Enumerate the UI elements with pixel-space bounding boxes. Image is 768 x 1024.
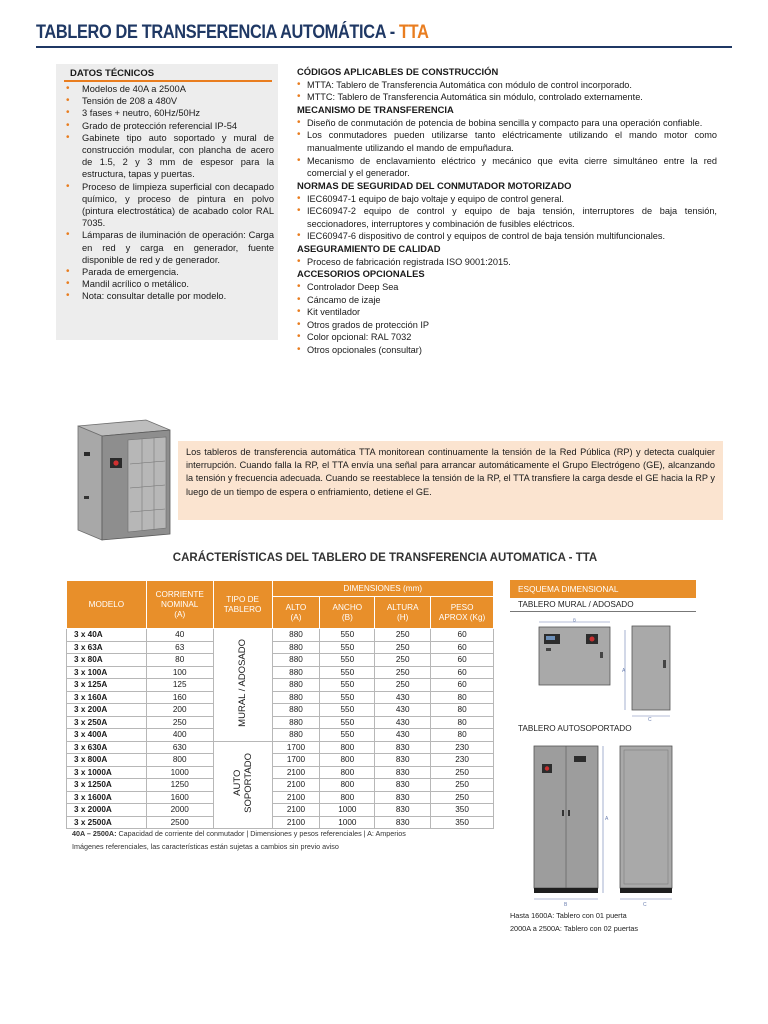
quality-list bbox=[297, 256, 717, 269]
cell-altura: 250 bbox=[375, 629, 431, 642]
table-row bbox=[67, 804, 494, 817]
cell-alto: 1700 bbox=[272, 741, 320, 754]
list-item: • Mandil acrílico o metálico. bbox=[66, 278, 274, 290]
table-row bbox=[67, 641, 494, 654]
dimension-label-c: C bbox=[648, 717, 652, 722]
cell-peso: 250 bbox=[431, 779, 494, 792]
cell-ancho: 800 bbox=[320, 791, 375, 804]
cell-current: 63 bbox=[146, 641, 213, 654]
cell-peso: 60 bbox=[431, 666, 494, 679]
codes-list bbox=[297, 79, 717, 104]
cell-alto: 2100 bbox=[272, 779, 320, 792]
list-item: • Los conmutadores pueden utilizarse tanto eléctricamente utilizando el mando motor como manualmente utilizando el mando de empuñadura. bbox=[297, 129, 717, 154]
cell-altura: 250 bbox=[375, 654, 431, 667]
list-item: • Kit ventilador bbox=[297, 306, 717, 319]
section-heading-quality: ASEGURAMIENTO DE CALIDAD bbox=[297, 242, 441, 254]
cell-alto: 880 bbox=[272, 729, 320, 742]
spec-table-body bbox=[67, 629, 494, 829]
list-item: • Lámparas de iluminación de operación: Carga en red y carga en generador, fuente disponible de red y de generador. bbox=[66, 229, 274, 266]
header-alto: ALTO (A) bbox=[272, 597, 320, 629]
dimension-label-b: B bbox=[564, 902, 568, 908]
cell-peso: 230 bbox=[431, 754, 494, 767]
schema-sub-autosoportado: TABLERO AUTOSOPORTADO bbox=[518, 724, 632, 733]
list-item: • IEC60947-6 dispositivo de control y equipos de control de baja tensión multifuncionales. bbox=[297, 230, 717, 243]
cell-peso: 80 bbox=[431, 704, 494, 717]
cell-current: 1600 bbox=[146, 791, 213, 804]
list-item: • Proceso de limpieza superficial con decapado químico, y proceso de pintura en polvo (pintura electrostática) de acabado color RAL 7035. bbox=[66, 181, 274, 230]
cell-alto: 880 bbox=[272, 654, 320, 667]
list-item: • Proceso de fabricación registrada ISO 9001:2015. bbox=[297, 256, 717, 269]
table-row bbox=[67, 816, 494, 829]
cell-alto: 2100 bbox=[272, 804, 320, 817]
cell-model: 3 x 250A bbox=[67, 716, 147, 729]
spec-table bbox=[66, 580, 494, 829]
table-row bbox=[67, 729, 494, 742]
cell-current: 2500 bbox=[146, 816, 213, 829]
accessories-list bbox=[297, 281, 717, 357]
technical-data-heading: DATOS TÉCNICOS bbox=[70, 68, 155, 79]
cell-altura: 250 bbox=[375, 666, 431, 679]
cell-current: 630 bbox=[146, 741, 213, 754]
cell-model: 3 x 80A bbox=[67, 654, 147, 667]
page-title bbox=[36, 22, 429, 44]
cell-ancho: 800 bbox=[320, 741, 375, 754]
list-item: • IEC60947-1 equipo de bajo voltaje y equipo de control general. bbox=[297, 193, 717, 206]
list-item: • Mecanismo de enclavamiento eléctrico y mecánico que evita cierre simultáneo entre la red comercial y el generador. bbox=[297, 155, 717, 180]
cell-current: 80 bbox=[146, 654, 213, 667]
cell-current: 400 bbox=[146, 729, 213, 742]
cell-model: 3 x 40A bbox=[67, 629, 147, 642]
list-item: • IEC60947-2 equipo de control y equipo de baja tensión, interruptores de baja tensión, seccionadores, interruptores y combinación de fusibles eléctricos. bbox=[297, 205, 717, 230]
table-row bbox=[67, 691, 494, 704]
cell-altura: 830 bbox=[375, 791, 431, 804]
cell-current: 160 bbox=[146, 691, 213, 704]
header-current: CORRIENTE NOMINAL (A) bbox=[146, 581, 213, 629]
cell-altura: 430 bbox=[375, 716, 431, 729]
table-row bbox=[67, 704, 494, 717]
cell-ancho: 550 bbox=[320, 641, 375, 654]
type-mural-label: MURAL / ADOSADO bbox=[237, 639, 249, 728]
list-item: • Parada de emergencia. bbox=[66, 266, 274, 278]
cell-altura: 430 bbox=[375, 691, 431, 704]
list-item: • Color opcional: RAL 7032 bbox=[297, 331, 717, 344]
cell-ancho: 1000 bbox=[320, 804, 375, 817]
cell-current: 125 bbox=[146, 679, 213, 692]
list-item: • Tensión de 208 a 480V bbox=[66, 95, 274, 107]
mural-front-view bbox=[536, 618, 616, 688]
title-divider bbox=[36, 46, 732, 48]
cell-peso: 350 bbox=[431, 804, 494, 817]
list-item: • Grado de protección referencial IP-54 bbox=[66, 120, 274, 132]
list-item: • Controlador Deep Sea bbox=[297, 281, 717, 294]
list-item: • MTTA: Tablero de Transferencia Automática con módulo de control incorporado. bbox=[297, 79, 717, 92]
table-note: 40A – 2500A: Capacidad de corriente del conmutador | Dimensiones y pesos referenciales | A: Amperios bbox=[72, 829, 406, 838]
cell-peso: 80 bbox=[431, 716, 494, 729]
cell-altura: 830 bbox=[375, 779, 431, 792]
cell-alto: 880 bbox=[272, 641, 320, 654]
cell-peso: 60 bbox=[431, 641, 494, 654]
dimension-label-b: B bbox=[573, 618, 577, 623]
cell-altura: 250 bbox=[375, 679, 431, 692]
table-row bbox=[67, 679, 494, 692]
header-type: TIPO DE TABLERO bbox=[213, 581, 272, 629]
section-heading-safety: NORMAS DE SEGURIDAD DEL CONMUTADOR MOTORIZADO bbox=[297, 179, 572, 191]
cell-current: 1000 bbox=[146, 766, 213, 779]
type-auto-cell bbox=[213, 741, 272, 829]
cell-alto: 880 bbox=[272, 679, 320, 692]
cell-model: 3 x 2000A bbox=[67, 804, 147, 817]
cell-alto: 880 bbox=[272, 704, 320, 717]
section-heading-mechanism: MECANISMO DE TRANSFERENCIA bbox=[297, 103, 454, 115]
cell-peso: 350 bbox=[431, 816, 494, 829]
cell-altura: 430 bbox=[375, 729, 431, 742]
table-row bbox=[67, 766, 494, 779]
header-model: MODELO bbox=[67, 581, 147, 629]
cell-ancho: 550 bbox=[320, 716, 375, 729]
cell-altura: 830 bbox=[375, 766, 431, 779]
cell-ancho: 550 bbox=[320, 729, 375, 742]
cell-altura: 830 bbox=[375, 804, 431, 817]
type-mural-cell bbox=[213, 629, 272, 742]
header-ancho: ANCHO (B) bbox=[320, 597, 375, 629]
cell-model: 3 x 100A bbox=[67, 666, 147, 679]
cell-ancho: 550 bbox=[320, 679, 375, 692]
cell-ancho: 550 bbox=[320, 704, 375, 717]
footnote-double-door: 2000A a 2500A: Tablero con 02 puertas bbox=[510, 924, 639, 933]
technical-data-divider bbox=[64, 80, 272, 82]
cell-alto: 2100 bbox=[272, 791, 320, 804]
header-dimensions: DIMENSIONES (mm) bbox=[272, 581, 493, 597]
type-auto-label: AUTO SOPORTADO bbox=[231, 753, 254, 814]
list-item: • Otros opcionales (consultar) bbox=[297, 344, 717, 357]
table-row bbox=[67, 791, 494, 804]
cell-alto: 880 bbox=[272, 666, 320, 679]
list-item: • Diseño de conmutación de potencia de bobina sencilla y compacto para una operación confiable. bbox=[297, 117, 717, 130]
cell-current: 200 bbox=[146, 704, 213, 717]
cell-ancho: 550 bbox=[320, 691, 375, 704]
cell-alto: 880 bbox=[272, 716, 320, 729]
cell-ancho: 550 bbox=[320, 666, 375, 679]
table-row bbox=[67, 666, 494, 679]
cell-model: 3 x 1000A bbox=[67, 766, 147, 779]
section-heading-accessories: ACCESORIOS OPCIONALES bbox=[297, 268, 425, 280]
cell-peso: 60 bbox=[431, 654, 494, 667]
cell-alto: 880 bbox=[272, 629, 320, 642]
footnote-single-door: Hasta 1600A: Tablero con 01 puerta bbox=[510, 911, 627, 920]
dimension-label-a: A bbox=[622, 668, 626, 674]
cell-altura: 830 bbox=[375, 816, 431, 829]
table-row bbox=[67, 741, 494, 754]
description-text: Los tableros de transferencia automática TTA monitorean continuamente la tensión de la Red Pública (RP) y detecta cualquier interrupción. Cuando falla la RP, el TTA envía una señal para arrancar automáticamente el Grupo Electrógeno (GE), alcanzando la tensión y frecuencia adecuada. Cuando se reestablece la tensión de la RP, el TTA transfiere la carga desde el GE hacia la RP y luego de un tiempo de espera o enfriamiento, detiene el GE. bbox=[186, 447, 715, 497]
cell-alto: 1700 bbox=[272, 754, 320, 767]
cell-current: 2000 bbox=[146, 804, 213, 817]
auto-front-view bbox=[526, 740, 616, 910]
cell-alto: 880 bbox=[272, 691, 320, 704]
cell-peso: 80 bbox=[431, 729, 494, 742]
list-item: • Cáncamo de izaje bbox=[297, 294, 717, 307]
cell-ancho: 1000 bbox=[320, 816, 375, 829]
cell-current: 250 bbox=[146, 716, 213, 729]
cell-model: 3 x 1600A bbox=[67, 791, 147, 804]
cell-ancho: 800 bbox=[320, 766, 375, 779]
cell-model: 3 x 160A bbox=[67, 691, 147, 704]
table-row bbox=[67, 629, 494, 642]
table-row bbox=[67, 779, 494, 792]
cabinet-product-image bbox=[70, 416, 176, 544]
header-peso: PESO APROX (Kg) bbox=[431, 597, 494, 629]
cell-ancho: 800 bbox=[320, 779, 375, 792]
cell-altura: 430 bbox=[375, 704, 431, 717]
dimensional-schema bbox=[510, 580, 696, 910]
table-row bbox=[67, 654, 494, 667]
cell-current: 100 bbox=[146, 666, 213, 679]
cell-peso: 230 bbox=[431, 741, 494, 754]
cell-altura: 830 bbox=[375, 754, 431, 767]
cell-model: 3 x 400A bbox=[67, 729, 147, 742]
cell-model: 3 x 63A bbox=[67, 641, 147, 654]
safety-list bbox=[297, 193, 717, 243]
dimension-label-a: A bbox=[605, 816, 609, 822]
cell-model: 3 x 2500A bbox=[67, 816, 147, 829]
cell-peso: 60 bbox=[431, 629, 494, 642]
cell-model: 3 x 125A bbox=[67, 679, 147, 692]
table-row bbox=[67, 754, 494, 767]
table-row bbox=[67, 716, 494, 729]
dimension-label-c: C bbox=[643, 902, 647, 908]
cell-current: 1250 bbox=[146, 779, 213, 792]
description-box bbox=[178, 441, 723, 520]
list-item: • MTTC: Tablero de Transferencia Automática sin módulo, controlado externamente. bbox=[297, 91, 717, 104]
disclaimer-note: Imágenes referenciales, las características están sujetas a cambios sin previo aviso bbox=[72, 842, 339, 851]
cell-ancho: 550 bbox=[320, 629, 375, 642]
header-altura: ALTURA (H) bbox=[375, 597, 431, 629]
list-item: • 3 fases + neutro, 60Hz/50Hz bbox=[66, 107, 274, 119]
list-item: • Otros grados de protección IP bbox=[297, 319, 717, 332]
cell-ancho: 800 bbox=[320, 754, 375, 767]
mural-side-view bbox=[622, 622, 682, 722]
list-item: • Nota: consultar detalle por modelo. bbox=[66, 290, 274, 302]
cell-current: 800 bbox=[146, 754, 213, 767]
technical-data-box bbox=[56, 64, 278, 340]
page-title-main: TABLERO DE TRANSFERENCIA AUTOMÁTICA - bbox=[36, 22, 400, 43]
cell-alto: 2100 bbox=[272, 816, 320, 829]
cell-altura: 250 bbox=[375, 641, 431, 654]
list-item: • Modelos de 40A a 2500A bbox=[66, 83, 274, 95]
specifications-column bbox=[297, 66, 717, 357]
cell-model: 3 x 1250A bbox=[67, 779, 147, 792]
cell-peso: 250 bbox=[431, 766, 494, 779]
auto-side-view bbox=[614, 744, 690, 910]
page-title-accent: TTA bbox=[399, 22, 429, 43]
list-item: • Gabinete tipo auto soportado y mural de construcción modular, con plancha de acero de 1.5, 2 y 3 mm de espesor para la estructura, tapas y puertas. bbox=[66, 132, 274, 181]
cell-peso: 60 bbox=[431, 679, 494, 692]
table-heading: CARÁCTERÍSTICAS DEL TABLERO DE TRANSFERENCIA AUTOMATICA - TTA bbox=[172, 552, 598, 564]
cell-model: 3 x 800A bbox=[67, 754, 147, 767]
cell-ancho: 550 bbox=[320, 654, 375, 667]
cell-peso: 80 bbox=[431, 691, 494, 704]
section-heading-codes: CÓDIGOS APLICABLES DE CONSTRUCCIÓN bbox=[297, 66, 499, 77]
cell-model: 3 x 630A bbox=[67, 741, 147, 754]
cell-alto: 2100 bbox=[272, 766, 320, 779]
mechanism-list bbox=[297, 117, 717, 180]
cell-model: 3 x 200A bbox=[67, 704, 147, 717]
schema-heading: ESQUEMA DIMENSIONAL bbox=[510, 580, 696, 598]
technical-data-list bbox=[66, 83, 274, 303]
cell-altura: 830 bbox=[375, 741, 431, 754]
cell-current: 40 bbox=[146, 629, 213, 642]
schema-sub-mural: TABLERO MURAL / ADOSADO bbox=[510, 598, 696, 612]
cell-peso: 250 bbox=[431, 791, 494, 804]
